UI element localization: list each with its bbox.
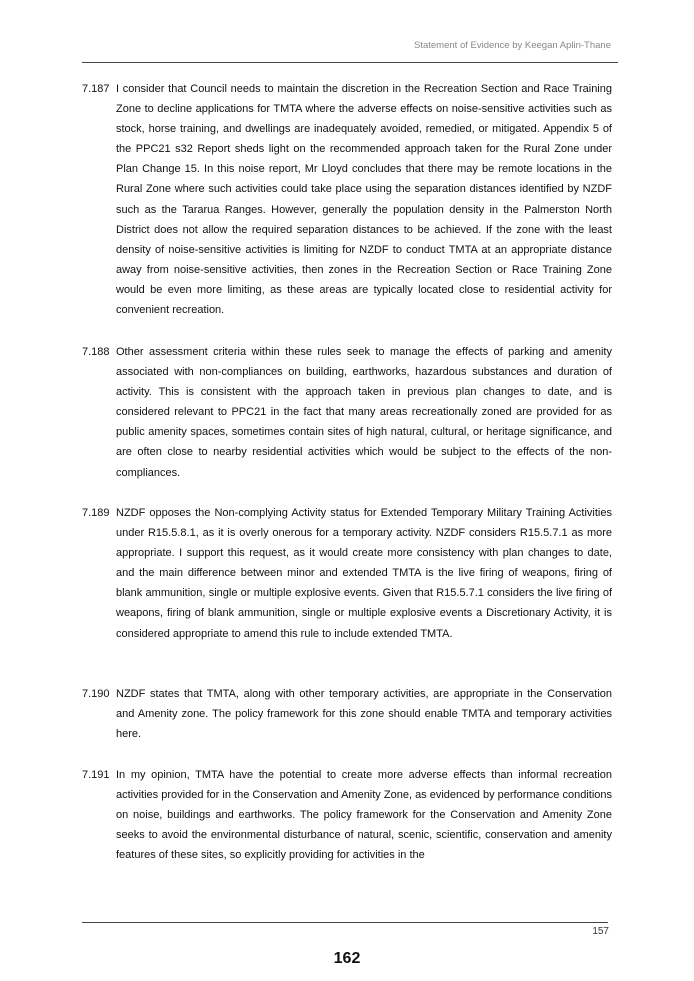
paragraph-number: 7.187 [82,83,110,95]
paragraph-text: NZDF opposes the Non-complying Activity status for Extended Temporary Military Training Activities under R15.5.8.1, as it is overly onerous for a temporary activity. NZDF considers R15.5.7.1 as more appropriate. I support this request, as it would create more consistency with plan changes to date, and the main difference between minor and extended TMTA is the live firing of weapons, firing of blank ammunition, single or multiple explosive events. Given that R15.5.7.1 considers the live firing of weapons, firing of blank ammunition, single or multiple explosive events a Discretionary Activity, it is considered appropriate to amend this rule to include extended TMTA. [116,507,612,640]
footer-divider [82,922,608,923]
running-header: Statement of Evidence by Keegan Aplin-Thane [414,40,611,51]
paragraph-number: 7.190 [82,688,110,700]
paragraph-number: 7.188 [82,346,110,358]
paragraph-text: NZDF states that TMTA, along with other temporary activities, are appropriate in the Conservation and Amenity zone. The policy framework for this zone should enable TMTA and temporary activities here. [116,688,612,741]
paragraph-7-189 [82,503,612,644]
paragraph-number: 7.191 [82,769,110,781]
paragraph-text: In my opinion, TMTA have the potential to create more adverse effects than informal recreation activities provided for in the Conservation and Amenity Zone, as evidenced by performance conditions on noise, buildings and earthworks. The policy framework for the Conservation and Amenity Zone seeks to avoid the environmental disturbance of natural, scenic, scientific, conservation and amenity features of these sites, so explicitly providing for activities in the [116,769,612,862]
paragraph-text: I consider that Council needs to maintain the discretion in the Recreation Section and Race Training Zone to decline applications for TMTA where the adverse effects on noise-sensitive activities such as stock, horse training, and dwellings are inadequately avoided, remedied, or mitigated. Appendix 5 of the PPC21 s32 Report sheds light on the recommended approach taken for the Rural Zone under Plan Change 15. In this noise report, Mr Lloyd concludes that there may be remote locations in the Rural Zone where such activities could take place using the separation distances identified by NZDF such as the Tararua Ranges. However, generally the population density in the Palmerston North District does not allow the required separation distances to be achieved. If the zone with the least density of noise-sensitive activities is limiting for NZDF to conduct TMTA at an appropriate distance away from noise-sensitive activities, then zones in the Recreation Section or Race Training Zone would be even more limiting, as these areas are typically located close to residential activity for convenient recreation. [116,83,612,317]
header-divider [82,62,618,63]
bundle-page-number: 162 [333,950,361,967]
paragraph-7-188 [82,342,612,483]
page-number: 157 [592,926,609,937]
paragraph-7-190 [82,684,612,744]
paragraph-7-191 [82,765,612,865]
paragraph-number: 7.189 [82,507,110,519]
paragraph-7-187 [82,79,612,320]
paragraph-text: Other assessment criteria within these rules seek to manage the effects of parking and amenity associated with non-compliances on building, earthworks, hazardous substances and duration of activity. This is consistent with the approach taken in previous plan changes to date, and is considered relevant to PPC21 in the fact that many areas recreationally zoned are provided for as public amenity spaces, sometimes contain sites of high natural, cultural, or heritage significance, and are often close to nearby residential activities which would be subject to the effects of the non-compliances. [116,346,612,479]
